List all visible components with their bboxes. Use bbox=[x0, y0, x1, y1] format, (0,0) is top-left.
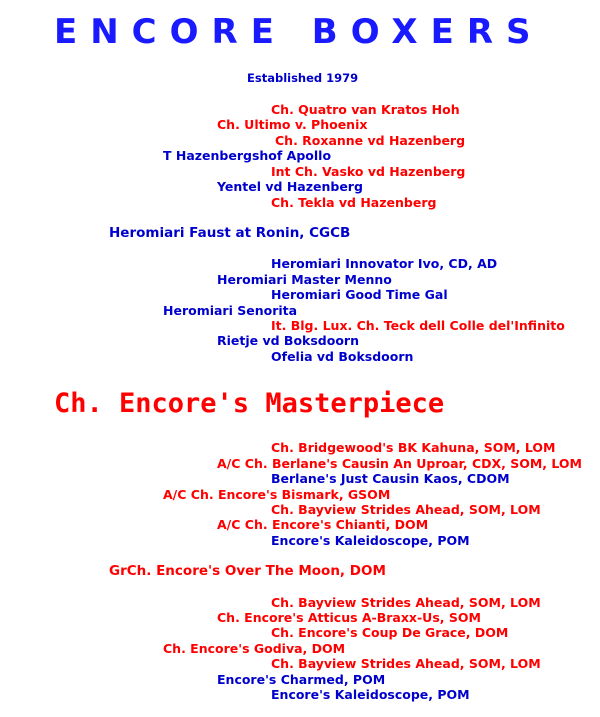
pedigree-entry: A/C Ch. Encore's Chianti, DOM bbox=[217, 517, 429, 532]
pedigree-entry: Encore's Kaleidoscope, POM bbox=[271, 533, 470, 548]
page-title: ENCORE BOXERS bbox=[54, 12, 544, 52]
pedigree-entry: Ch. Quatro van Kratos Hoh bbox=[271, 102, 460, 117]
pedigree-entry: Encore's Kaleidoscope, POM bbox=[271, 687, 470, 702]
pedigree-entry: Heromiari Master Menno bbox=[217, 272, 392, 287]
pedigree-entry: Heromiari Senorita bbox=[163, 303, 298, 318]
pedigree-entry: Heromiari Innovator Ivo, CD, AD bbox=[271, 256, 498, 271]
pedigree-entry: Rietje vd Boksdoorn bbox=[217, 333, 359, 348]
pedigree-entry: Yentel vd Hazenberg bbox=[217, 179, 363, 194]
pedigree-entry: It. Blg. Lux. Ch. Teck dell Colle del'Infinito bbox=[271, 318, 565, 333]
established-year: Established 1979 bbox=[247, 71, 359, 85]
pedigree-entry: Ch. Encore's Godiva, DOM bbox=[163, 641, 346, 656]
dam-name: GrCh. Encore's Over The Moon, DOM bbox=[109, 563, 386, 579]
pedigree-entry: Berlane's Just Causin Kaos, CDOM bbox=[271, 471, 510, 486]
pedigree-entry: Ch. Encore's Atticus A-Braxx-Us, SOM bbox=[217, 610, 481, 625]
pedigree-entry: Ch. Bayview Strides Ahead, SOM, LOM bbox=[271, 656, 541, 671]
pedigree-entry: Ch. Encore's Coup De Grace, DOM bbox=[271, 625, 509, 640]
pedigree-entry: A/C Ch. Berlane's Causin An Uproar, CDX, SOM, LOM bbox=[217, 456, 582, 471]
pedigree-entry: Ch. Bridgewood's BK Kahuna, SOM, LOM bbox=[271, 440, 556, 455]
pedigree-entry: Ch. Bayview Strides Ahead, SOM, LOM bbox=[271, 502, 541, 517]
pedigree-entry: T Hazenbergshof Apollo bbox=[163, 148, 332, 163]
pedigree-entry: Ch. Roxanne vd Hazenberg bbox=[275, 133, 466, 148]
pedigree-entry: Ch. Ultimo v. Phoenix bbox=[217, 117, 368, 132]
sire-name: Heromiari Faust at Ronin, CGCB bbox=[109, 225, 351, 241]
pedigree-entry: Encore's Charmed, POM bbox=[217, 672, 386, 687]
pedigree-entry: Heromiari Good Time Gal bbox=[271, 287, 448, 302]
pedigree-entry: Ch. Tekla vd Hazenberg bbox=[271, 195, 437, 210]
featured-dog-name: Ch. Encore's Masterpiece bbox=[54, 388, 445, 419]
pedigree-entry: A/C Ch. Encore's Bismark, GSOM bbox=[163, 487, 391, 502]
pedigree-entry: Int Ch. Vasko vd Hazenberg bbox=[271, 164, 466, 179]
pedigree-entry: Ofelia vd Boksdoorn bbox=[271, 349, 414, 364]
pedigree-entry: Ch. Bayview Strides Ahead, SOM, LOM bbox=[271, 595, 541, 610]
